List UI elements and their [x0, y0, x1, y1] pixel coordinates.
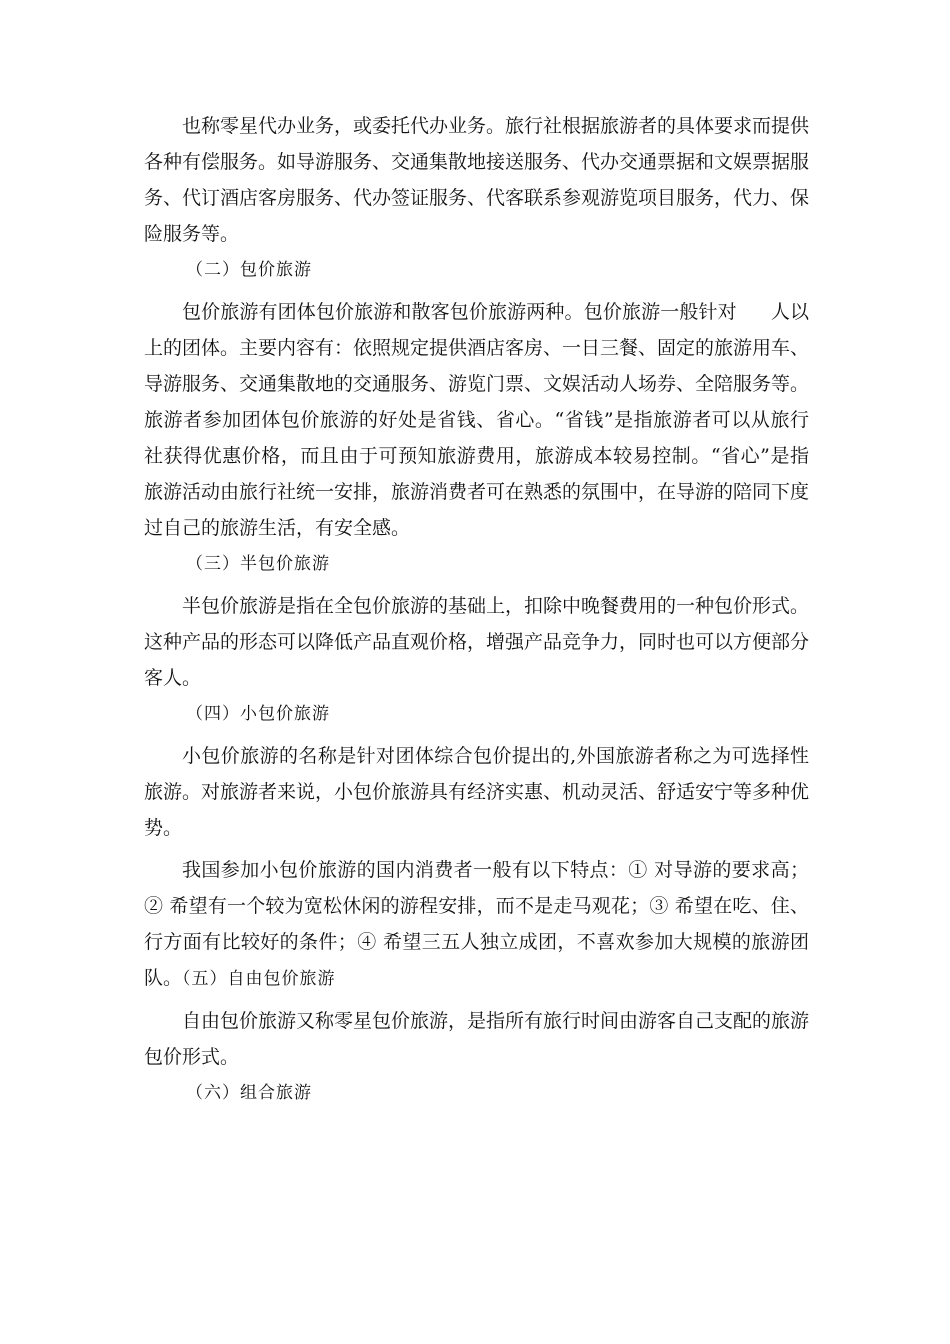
- paragraph-small-package: 小包价旅游的名称是针对团体综合包价提出的,外国旅游者称之为可选择性旅游。对旅游者来说，小包价旅游具有经济实惠、机动灵活、舒适安宁等多种优势。: [144, 745, 810, 839]
- section-heading-package-tour: （二）包价旅游: [186, 260, 312, 280]
- paragraph-package-tour-part1: 包价旅游有团体包价旅游和散客包价旅游两种。包价旅游一般针对: [182, 301, 737, 323]
- paragraph-half-package: 半包价旅游是指在全包价旅游的基础上，扣除中晚餐费用的一种包价形式。这种产品的形态可以降低产品直观价格，增强产品竞争力，同时也可以方便部分客人。: [144, 595, 810, 689]
- paragraph-consumer-traits: [144, 852, 809, 997]
- section-heading-half-package: （三）半包价旅游: [186, 554, 330, 574]
- document-page: [144, 108, 809, 1117]
- section-heading-combined-tour: （六）组合旅游: [186, 1083, 312, 1103]
- paragraph-free-package: 自由包价旅游又称零星包价旅游，是指所有旅行时间由游客自己支配的旅游包价形式。: [144, 1010, 810, 1068]
- paragraph-package-tour: [144, 294, 809, 546]
- paragraph-agency-services: 也称零星代办业务，或委托代办业务。旅行社根据旅游者的具体要求而提供各种有偿服务。如导游服务、交通集散地接送服务、代办交通票据和文娱票据服务、代订酒店客房服务、代办签证服务、代客联系参观游览项目服务，代力、保险服务等。: [144, 115, 810, 245]
- section-heading-small-package: （四）小包价旅游: [186, 704, 330, 724]
- section-heading-free-package: （五）自由包价旅游: [182, 969, 336, 989]
- paragraph-consumer-traits-text: 我国参加小包价旅游的国内消费者一般有以下特点：① 对导游的要求高；② 希望有一个较为宽松休闲的游程安排，而不是走马观花；③ 希望在吃、住、行方面有比较好的条件；④ 希望三五人独立成团，不喜欢参加大规模的旅游团队。: [144, 859, 809, 989]
- paragraph-package-tour-part2: 人以上的团体。主要内容有：依照规定提供酒店客房、一日三餐、固定的旅游用车、导游服务、交通集散地的交通服务、游览门票、文娱活动人场券、全陪服务等。旅游者参加团体包价旅游的好处是省钱、省心。“省钱”是指旅游者可以从旅行社获得优惠价格，而且由于可预知旅游费用，旅游成本较易控制。“省心”是指旅游活动由旅行社统一安排，旅游消费者可在熟悉的氛围中，在导游的陪同下度过自己的旅游生活，有安全感。: [144, 301, 810, 539]
